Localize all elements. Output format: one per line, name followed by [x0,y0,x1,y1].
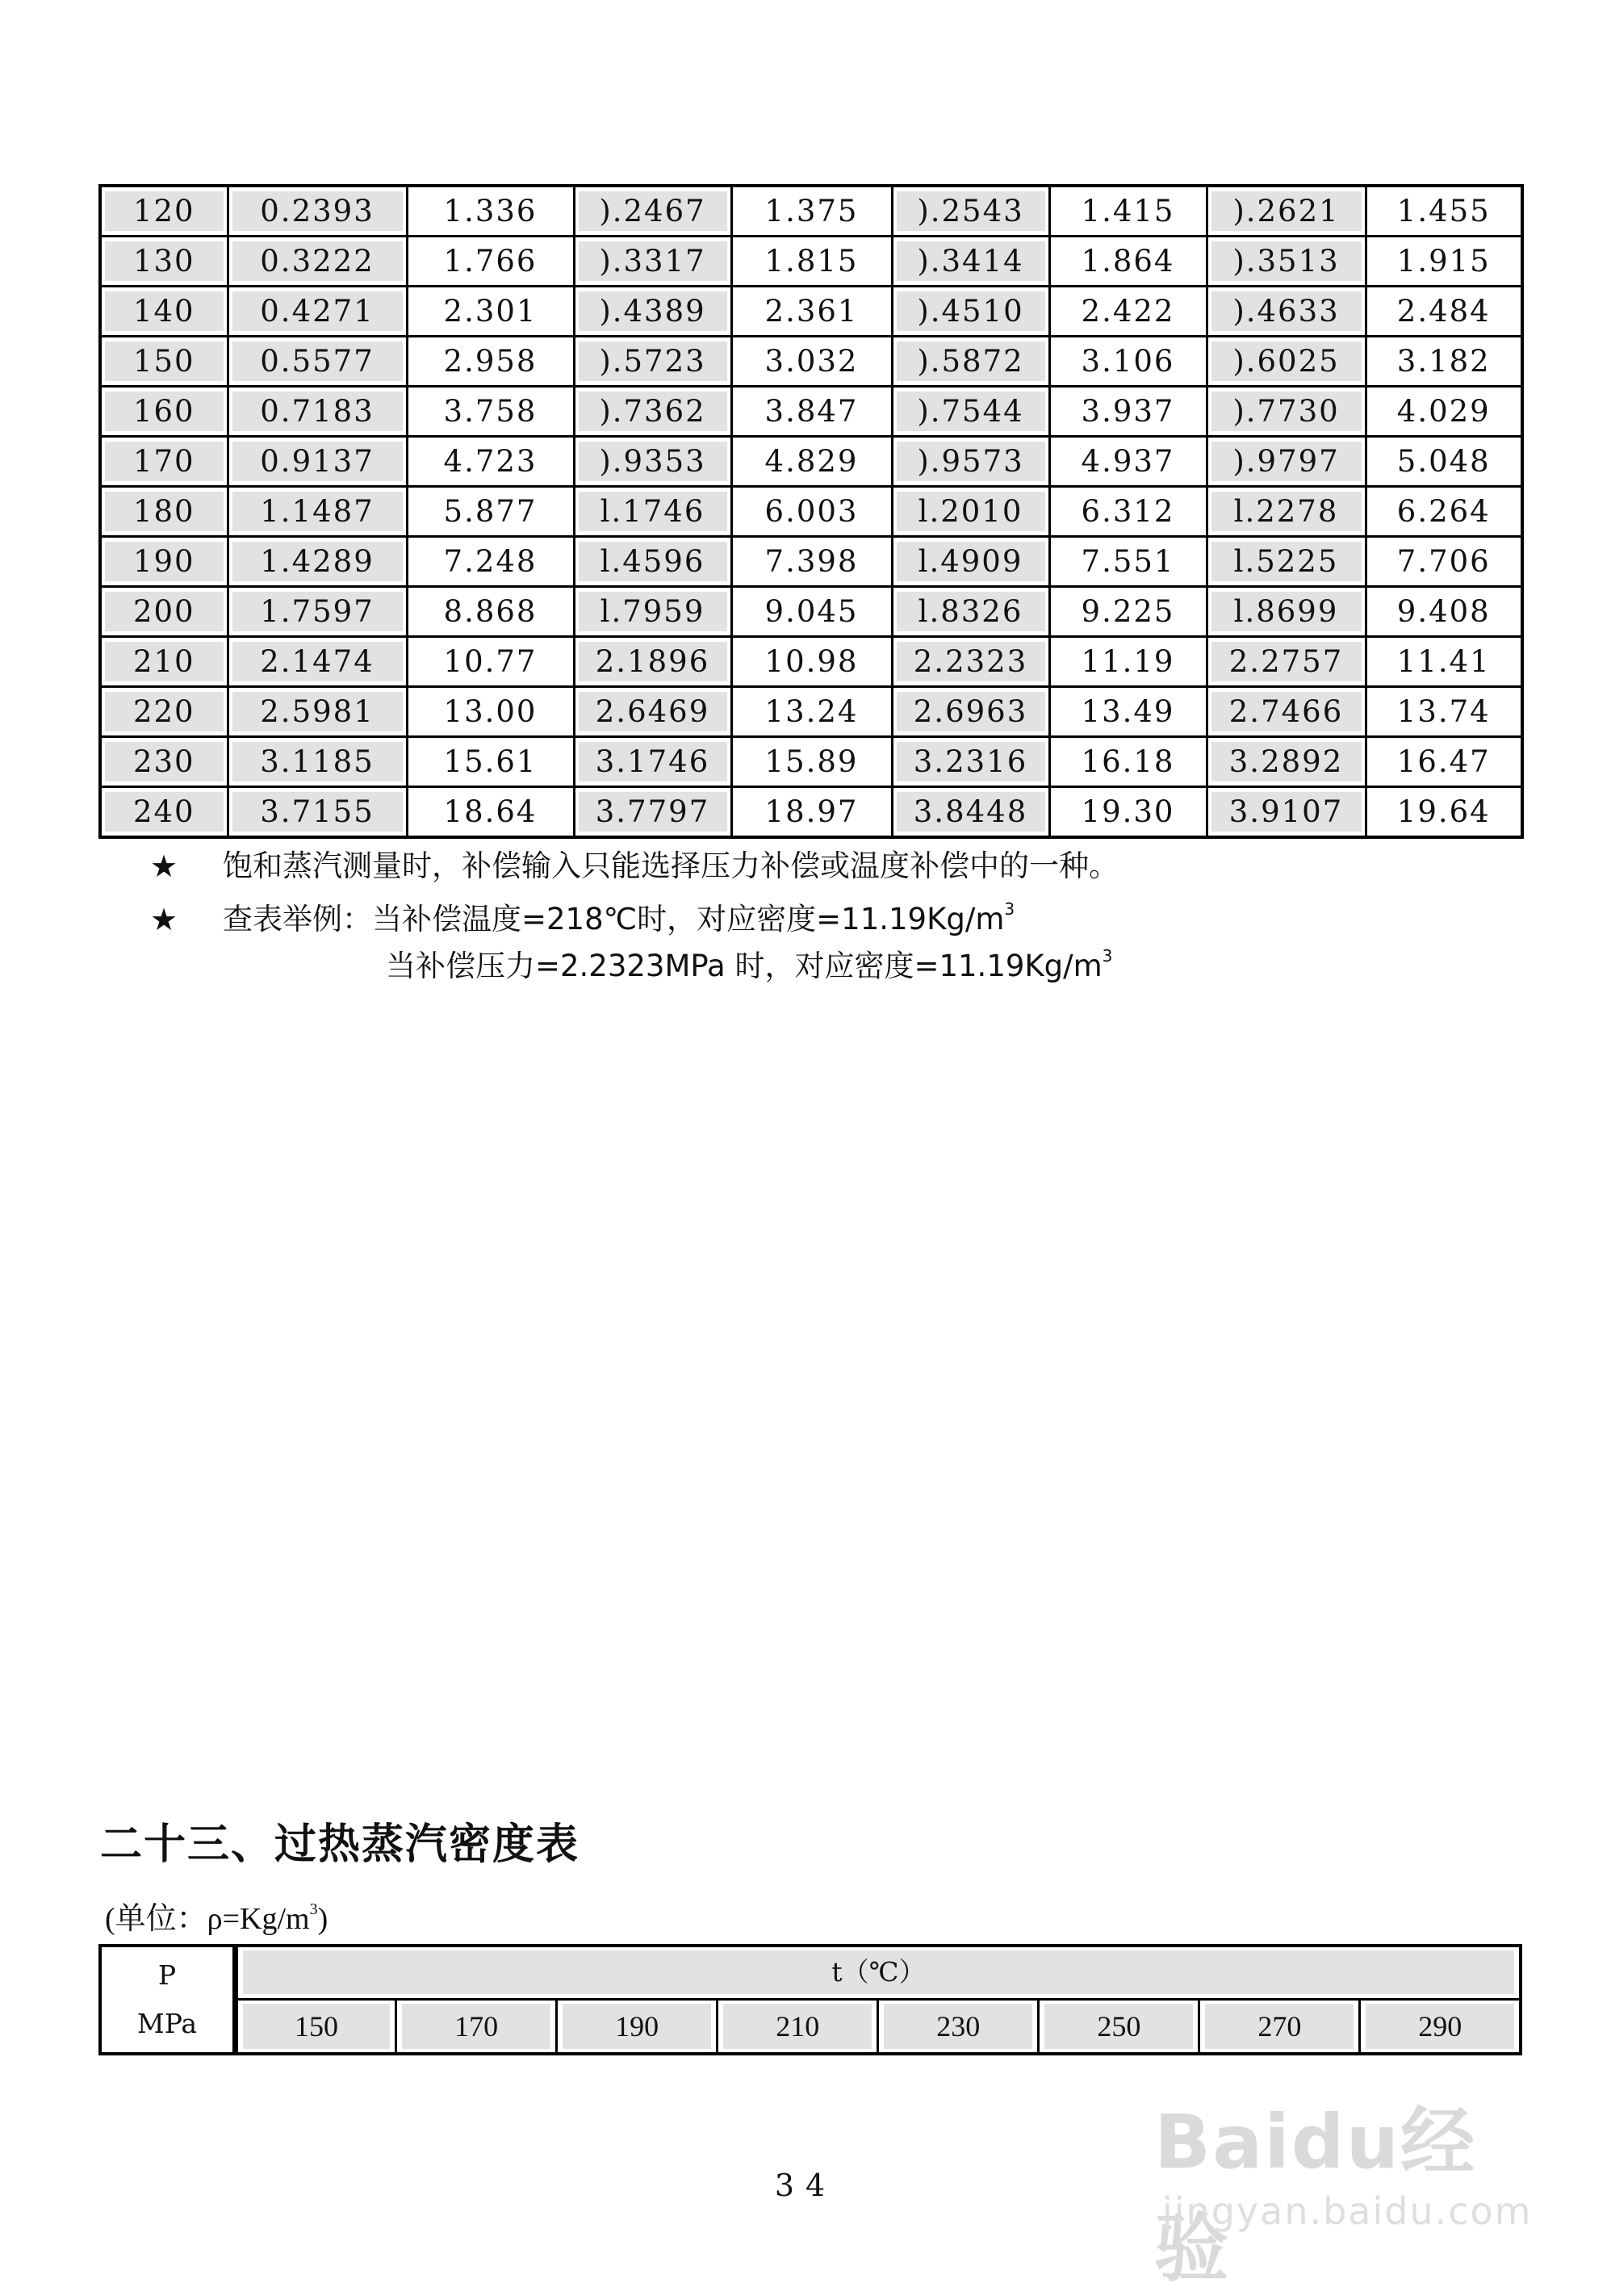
temperature-cell: 250 [1039,1999,1199,2054]
table-cell: l.1746 [574,487,731,537]
table-cell: l.7959 [574,587,731,637]
table-cell: 15.89 [731,737,892,787]
table-cell: 3.8448 [892,787,1049,838]
table-cell: 0.2393 [228,186,407,237]
temperature-cell: 150 [236,1999,396,2054]
pressure-unit: MPa [136,2008,198,2039]
table-cell: ).5723 [574,337,731,387]
table-cell: 130 [100,237,228,287]
table-cell: 2.2757 [1207,637,1366,687]
table-row [100,587,1522,637]
star-bullet-1: ★ [150,848,178,884]
table-cell: l.2010 [892,487,1049,537]
watermark-url: jingyan.baidu.com [1162,2189,1533,2233]
table-cell: 2.301 [407,287,574,337]
temperature-header: t（℃） [236,1946,1521,1999]
pressure-header [100,1946,236,2054]
table-cell: 13.00 [407,687,574,737]
table-cell: 3.106 [1049,337,1207,387]
table-cell: l.2278 [1207,487,1366,537]
table-cell: 0.3222 [228,237,407,287]
table-row [100,186,1522,237]
table-cell: 2.361 [731,287,892,337]
table-cell: 190 [100,537,228,587]
table-cell: 18.97 [731,787,892,838]
table-cell: 1.375 [731,186,892,237]
table-cell: 2.6963 [892,687,1049,737]
table-cell: 10.77 [407,637,574,687]
table-cell: 16.18 [1049,737,1207,787]
table-cell: ).3317 [574,237,731,287]
table-row [100,637,1522,687]
table-cell: 2.5981 [228,687,407,737]
table-cell: 3.937 [1049,387,1207,437]
table-cell: 4.029 [1366,387,1522,437]
table-cell: 6.312 [1049,487,1207,537]
star-bullet-2: ★ [150,902,178,937]
table-cell: 2.7466 [1207,687,1366,737]
table-cell: 6.003 [731,487,892,537]
temperature-cell: 290 [1360,1999,1521,2054]
table-cell: 0.9137 [228,437,407,487]
table-cell: ).4389 [574,287,731,337]
table-cell: 6.264 [1366,487,1522,537]
saturated-steam-table [98,184,1524,839]
table-cell: 10.98 [731,637,892,687]
table-cell: 9.045 [731,587,892,637]
table-cell: 3.182 [1366,337,1522,387]
table-cell: 200 [100,587,228,637]
table-row [100,487,1522,537]
temperature-cell: 170 [396,1999,557,2054]
table-cell: 13.74 [1366,687,1522,737]
table-cell: 1.4289 [228,537,407,587]
table-cell: 240 [100,787,228,838]
table-cell: ).2467 [574,186,731,237]
table-row [100,537,1522,587]
table-cell: 2.422 [1049,287,1207,337]
table-cell: 3.7155 [228,787,407,838]
table-cell: 1.815 [731,237,892,287]
table-cell: 7.248 [407,537,574,587]
table-cell: 8.868 [407,587,574,637]
table-cell: 13.24 [731,687,892,737]
table-cell: 120 [100,186,228,237]
table-cell: 3.847 [731,387,892,437]
table-cell: ).9797 [1207,437,1366,487]
table-cell: 13.49 [1049,687,1207,737]
table-row [100,287,1522,337]
table-cell: ).7730 [1207,387,1366,437]
page-number: 34 [774,2168,837,2203]
table-cell: ).4510 [892,287,1049,337]
table-cell: 11.41 [1366,637,1522,687]
table-cell: 3.758 [407,387,574,437]
table-row [100,437,1522,487]
temperature-cell: 270 [1199,1999,1360,2054]
table-cell: l.8326 [892,587,1049,637]
table-cell: 3.7797 [574,787,731,838]
table-cell: 3.9107 [1207,787,1366,838]
table-cell: 3.2316 [892,737,1049,787]
table-cell: 9.408 [1366,587,1522,637]
table-cell: 0.4271 [228,287,407,337]
table-cell: 19.64 [1366,787,1522,838]
table-cell: 7.551 [1049,537,1207,587]
temperature-row [100,1999,1521,2054]
table-cell: 15.61 [407,737,574,787]
table-cell: l.5225 [1207,537,1366,587]
table-cell: l.4909 [892,537,1049,587]
table-cell: 19.30 [1049,787,1207,838]
table-cell: ).7362 [574,387,731,437]
table-cell: ).5872 [892,337,1049,387]
temperature-cell: 230 [878,1999,1039,2054]
table-cell: 3.1746 [574,737,731,787]
table-cell: 1.336 [407,186,574,237]
table-cell: 210 [100,637,228,687]
table-cell: ).7544 [892,387,1049,437]
unit-label: (单位：$\rho=Kg/m^3$) [105,1900,328,1936]
temperature-cell: 190 [557,1999,718,2054]
table-row [100,687,1522,737]
table-cell: 170 [100,437,228,487]
table-cell: 1.415 [1049,186,1207,237]
table-cell: ).2621 [1207,186,1366,237]
table-cell: 140 [100,287,228,337]
table-cell: 150 [100,337,228,387]
note-example-temperature: 查表举例：当补偿温度=218℃时，对应密度$=11.19Kg/m^3$ [223,899,1015,936]
note-example-pressure: 当补偿压力=2.2323MPa 时，对应密度$=11.19Kg/m^3$ [386,946,1113,983]
baidu-watermark [1130,2051,1550,2292]
table-cell: 1.766 [407,237,574,287]
table-cell: l.4596 [574,537,731,587]
table-cell: ).3414 [892,237,1049,287]
superheated-steam-table [98,1944,1522,2055]
table-cell: 220 [100,687,228,737]
table-cell: 18.64 [407,787,574,838]
table-cell: 4.937 [1049,437,1207,487]
table-cell: 0.5577 [228,337,407,387]
table-cell: 230 [100,737,228,787]
table-cell: 2.484 [1366,287,1522,337]
table-cell: ).4633 [1207,287,1366,337]
table-cell: 11.19 [1049,637,1207,687]
table-cell: 16.47 [1366,737,1522,787]
table-cell: 1.915 [1366,237,1522,287]
table-cell: 4.829 [731,437,892,487]
table-cell: l.8699 [1207,587,1366,637]
table-row [100,237,1522,287]
table-cell: 160 [100,387,228,437]
table-cell: 1.1487 [228,487,407,537]
table-row [100,387,1522,437]
table-cell: 2.1474 [228,637,407,687]
table-row [100,787,1522,838]
table-cell: 4.723 [407,437,574,487]
table-cell: ).6025 [1207,337,1366,387]
watermark-logo-text: Baidu经验 [1154,2099,1477,2292]
note-compensation: 饱和蒸汽测量时，补偿输入只能选择压力补偿或温度补偿中的一种。 [223,848,1119,883]
saturated-table-body [100,186,1522,837]
table-cell: 0.7183 [228,387,407,437]
table-row [100,737,1522,787]
table-cell: 5.877 [407,487,574,537]
table-cell: 7.706 [1366,537,1522,587]
table-cell: 9.225 [1049,587,1207,637]
table-cell: 7.398 [731,537,892,587]
table-cell: 3.1185 [228,737,407,787]
section-title: 二十三、过热蒸汽密度表 [100,1820,580,1869]
table-cell: 2.958 [407,337,574,387]
table-cell: 2.6469 [574,687,731,737]
table-cell: 2.1896 [574,637,731,687]
table-cell: 1.7597 [228,587,407,637]
table-cell: 3.032 [731,337,892,387]
table-cell: 2.2323 [892,637,1049,687]
temperature-cell: 210 [718,1999,878,2054]
table-cell: 1.864 [1049,237,1207,287]
table-row [100,337,1522,387]
table-cell: 180 [100,487,228,537]
table-cell: ).9573 [892,437,1049,487]
table-cell: ).9353 [574,437,731,487]
pressure-symbol: P [157,1959,177,1991]
table-cell: 5.048 [1366,437,1522,487]
table-cell: ).2543 [892,186,1049,237]
table-cell: 3.2892 [1207,737,1366,787]
table-cell: 1.455 [1366,186,1522,237]
table-cell: ).3513 [1207,237,1366,287]
